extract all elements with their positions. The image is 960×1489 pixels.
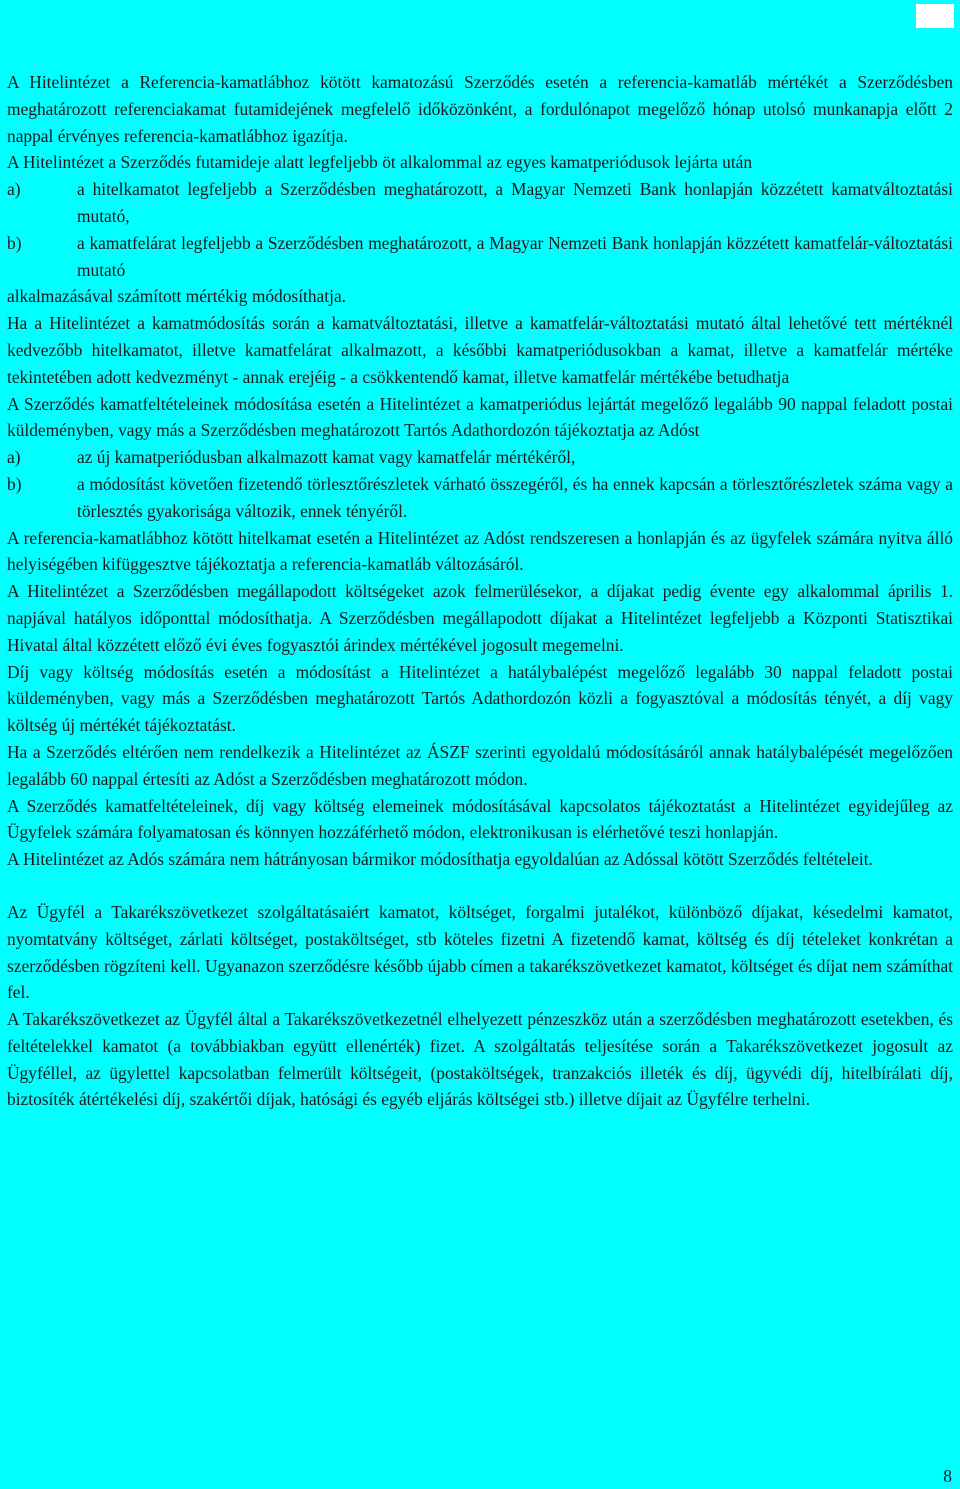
list-label-b: b) [7, 473, 22, 494]
list-item-b-margin [7, 230, 953, 284]
paragraph-client-fees: Az Ügyfél a Takarékszövetkezet szolgáltatásaiért kamatot, költséget, forgalmi jutalékot, különböző díjakat, késedelmi kamatot, nyomtatvány költséget, zárlati költséget, postaköltséget, stb köteles fizetni A fizetendő kamat, költség és díj tételeket konkrétan a szerződésben rögzíteni kell. Ugyanazon szerződésre később újabb címen a takarékszövetkezet kamatot, költséget és díjat nem számíthat fel. [7, 901, 953, 1003]
paragraph-modification-measure: alkalmazásával számított mértékig módosíthatja. [7, 286, 347, 307]
paragraph-unilateral-modification: Ha a Szerződés eltérően nem rendelkezik a Hitelintézet az ÁSZF szerinti egyoldalú módosításáról annak hatálybalépését megelőzően legalább 60 nappal értesíti az Adóst a Szerződésben meghatározott módon. [7, 741, 953, 789]
paragraph-reference-rate-adjustment: A Hitelintézet a Referencia-kamatlábhoz kötött kamatozású Szerződés esetén a referencia-kamatláb mértékét a Szerződésben meghatározott referenciakamat futamidejének megfelelő időközönként, a fordulónapot megelőző hónap utolsó munkanapja előtt 2 nappal érvényes referencia-kamatlábhoz igazítja. [7, 72, 953, 146]
paragraph-rate-change-notice: A Szerződés kamatfeltételeinek módosítása esetén a Hitelintézet a kamatperiódus lejártát megelőző legalább 90 nappal feladott postai küldeményben, vagy más a Szerződésben meghatározott Tartós Adathordozón tájékoztatja az Adóst [7, 393, 953, 441]
list-text-a-new-rate: az új kamatperiódusban alkalmazott kamat vagy kamatfelár mértékéről, [77, 447, 576, 468]
paragraph-fee-modification: A Hitelintézet a Szerződésben megállapodott költségeket azok felmerülésekor, a díjakat pedig évente egy alkalommal április 1. napjával hatályos időponttal módosíthatja. A Szerződésben megállapodott díjakat a Hitelintézet legfeljebb a Központi Statisztikai Hivatal által közzétett előző évi éves fogyasztói árindex mértékével jogosult megemelni. [7, 581, 953, 655]
list-item-a-interest [7, 176, 953, 230]
paragraph-deposit-interest: A Takarékszövetkezet az Ügyfél által a Takarékszövetkezetnél elhelyezett pénzeszköz után a szerződésben meghatározott esetekben, és feltételekkel kamatot (a továbbiakban együtt ellenérték) fizet. A szolgáltatás teljesítése során a Takarékszövetkezet jogosult az Ügyféllel, az ügylettel kapcsolatban felmerült költségeit, (postaköltségek, tranzakciós illeték és díj, ügyvédi díj, hitelbírálati díj, biztosíték átértékelési díj, szakértői díjak, hatósági és egyéb eljárás költségei stb.) illetve díjait az Ügyfélre terhelni. [7, 1009, 953, 1110]
list-label-a: a) [7, 447, 21, 468]
list-label-b: b) [7, 232, 22, 253]
list-item-a-new-rate [7, 444, 953, 471]
document-body [7, 69, 953, 1113]
paragraph-favourable-rate: Ha a Hitelintézet a kamatmódosítás során a kamatváltoztatási, illetve a kamatfelár-változtatási mutató által lehetővé tett mértéknél kedvezőbb hitelkamatot, illetve kamatfelárat alkalmazott, a későbbi kamatperiódusokban a kamat, illetve a kamatfelár mértéke tekintetében adott kedvezményt - annak erejéig - a csökkentendő kamat, illetve kamatfelár mértékébe betudhatja [7, 313, 953, 387]
paragraph-online-information: A Szerződés kamatfeltételeinek, díj vagy költség elemeinek módosításával kapcsolatos tájékoztatást a Hitelintézet egyidejűleg az Ügyfelek számára folyamatosan és könnyen hozzáférhető módon, elektronikusan is elérhetővé teszi honlapján. [7, 795, 953, 843]
list-text-b-margin: a kamatfelárat legfeljebb a Szerződésben meghatározott, a Magyar Nemzeti Bank honlapján közzétett kamatfelár-változtatási mutató [77, 232, 953, 280]
paragraph-favourable-modification: A Hitelintézet az Adós számára nem hátrányosan bármikor módosíthatja egyoldalúan az Adóssal kötött Szerződés feltételeit. [7, 849, 873, 870]
list-text-b-installments: a módosítást követően fizetendő törlesztőrészletek várható összegéről, és ha ennek kapcsán a törlesztőrészletek száma vagy a törlesztés gyakorisága változik, ennek tényéről. [77, 473, 953, 521]
paragraph-rate-modification-limit: A Hitelintézet a Szerződés futamideje alatt legfeljebb öt alkalommal az egyes kamatperiódusok lejárta után [7, 152, 753, 173]
page-number: 8 [943, 1466, 952, 1486]
list-item-b-installments [7, 471, 953, 525]
paragraph-reference-rate-info: A referencia-kamatlábhoz kötött hitelkamat esetén a Hitelintézet az Adóst rendszeresen a honlapján és az ügyfelek számára nyitva álló helyiségében kifüggesztve tájékoztatja a referencia-kamatláb változásáról. [7, 527, 953, 575]
list-label-a: a) [7, 179, 21, 200]
list-text-a-interest: a hitelkamatot legfeljebb a Szerződésben meghatározott, a Magyar Nemzeti Bank honlapján közzétett kamatváltoztatási mutató, [77, 179, 953, 226]
paragraph-fee-change-notice: Díj vagy költség módosítás esetén a módosítást a Hitelintézet a hatálybalépést megelőző legalább 30 nappal feladott postai küldeményben, vagy más a Szerződésben meghatározott Tartós Adathordozón közli a fogyasztóval a módosítás tényét, a díj vagy költség új mértékét tájékoztatást. [7, 661, 953, 736]
page-corner-box [916, 4, 954, 28]
